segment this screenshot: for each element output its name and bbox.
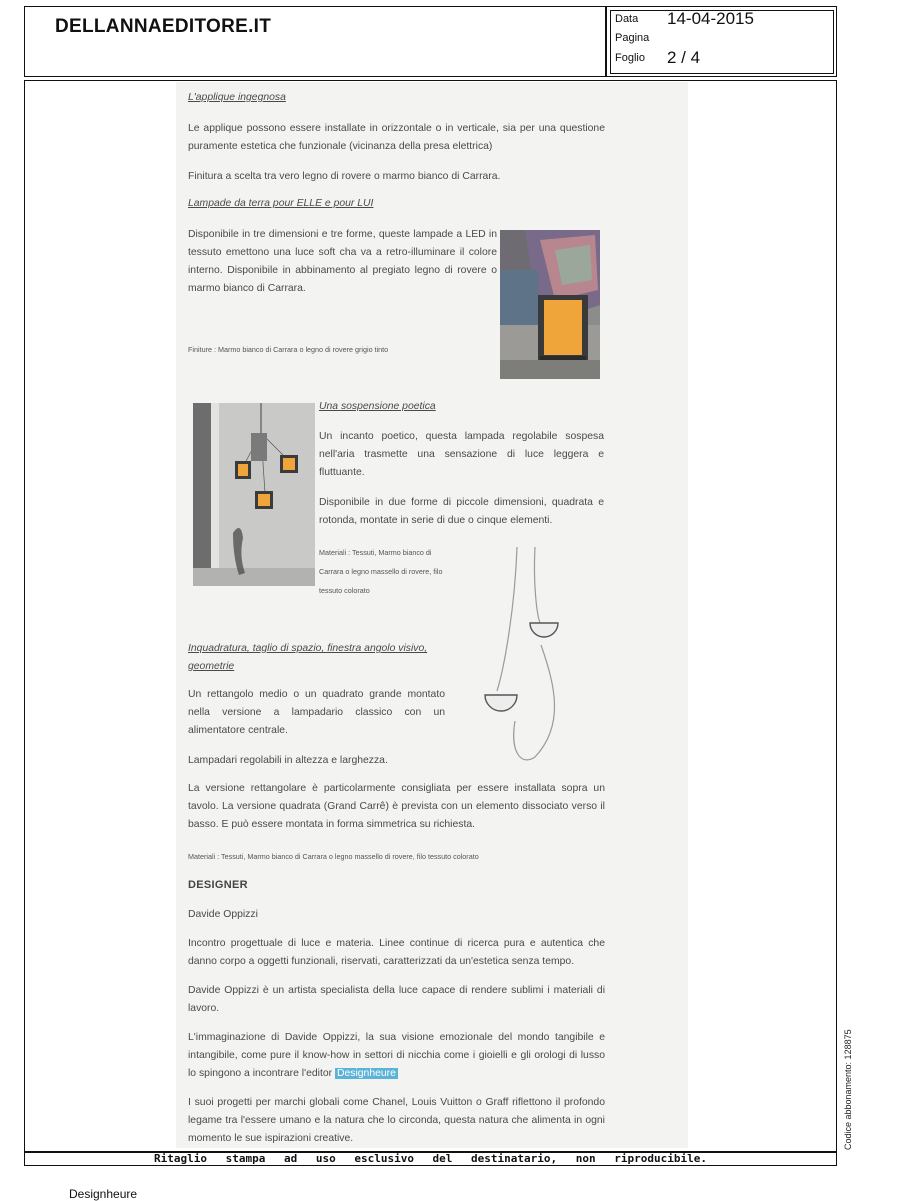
designer-paragraph-1: Incontro progettuale di luce e materia. Linee continue di ricerca pura e autentica che danno corpo a oggetti funzionali, riservati, caratterizzati da un'estetica senza tempo. (188, 938, 605, 967)
pendant-note: Materiali : Tessuti, Marmo bianco di Carrara o legno massello di rovere, filo tessuto colorato (319, 548, 443, 595)
pendant-lamp-photo (193, 403, 315, 586)
pendant-paragraph-1: Un incanto poetico, questa lampada regolabile sospesa nell'aria trasmette una sensazione di luce leggera e fluttuante. (319, 431, 604, 478)
frame-paragraph-1: Un rettangolo medio o un quadrato grande montato nella versione a lampadario classico con un alimentatore centrale. (188, 689, 445, 736)
floor-lamps-paragraph: Disponibile in tre dimensioni e tre forme, queste lampade a LED in tessuto emettono una luce soft cha va a retro-illuminare il colore interno. Disponibile in abbinamento al pregiato legno di rovere o marmo bianco di Carrara. (188, 229, 497, 294)
frame-paragraph-2: Lampadari regolabili in altezza e larghezza. (188, 755, 388, 766)
frame-note: Materiali : Tessuti, Marmo bianco di Carrara o legno massello di rovere, filo tessuto colorato (188, 852, 479, 861)
designer-name: Davide Oppizzi (188, 909, 258, 920)
pendant-paragraph-2: Disponibile in due forme di piccole dimensioni, quadrata e rotonda, montate in serie di due o cinque elementi. (319, 497, 604, 526)
section-heading-pendant: Una sospensione poetica (319, 401, 436, 412)
foglio-value: 2 / 4 (667, 48, 701, 67)
data-value: 14-04-2015 (667, 9, 754, 28)
floor-lamps-note: Finiture : Marmo bianco di Carrara o legno di rovere grigio tinto (188, 345, 389, 354)
site-title: DELLANNAEDITORE.IT (55, 16, 272, 37)
header-divider (605, 6, 607, 77)
designer-paragraph-3-text: L'immaginazione di Davide Oppizzi, la sua visione emozionale del mondo tangibile e intangibile, come pure il know-how in settori di nicchia come i gioielli e gli orologi di lusso lo spingono a incontrare l'editor (188, 1032, 605, 1079)
suspension-lamp-drawing (475, 545, 590, 767)
footer-disclaimer: Ritaglio stampa ad uso esclusivo del destinatario, non riproducibile. (154, 1152, 707, 1165)
section-heading-frame: Inquadratura, taglio di spazio, finestra angolo visivo, geometrie (188, 643, 428, 672)
subscription-code: Codice abbonamento: 128875 (843, 1029, 853, 1150)
applique-finish: Finitura a scelta tra vero legno di rovere o marmo bianco di Carrara. (188, 171, 501, 182)
pagina-label: Pagina (615, 32, 650, 44)
designheure-link[interactable]: Designheure (336, 1068, 396, 1079)
section-heading-floor-lamps: Lampade da terra pour ELLE e pour LUI (188, 198, 374, 209)
section-heading-applique: L'applique ingegnosa (188, 92, 286, 103)
applique-paragraph: Le applique possono essere installate in orizzontale o in verticale, sia per una questione puramente estetica che funzionale (vicinanza della presa elettrica) (188, 123, 605, 152)
designer-paragraph-3 (188, 1029, 605, 1083)
publication-brand: Designheure (69, 1187, 138, 1201)
designer-paragraph-4: I suoi progetti per marchi globali come Chanel, Louis Vuitton o Graff riflettono il profondo legame tra l'essere umano e la natura che lo circonda, questa natura che alimenta in ogni momento le sue ispirazioni creative. (188, 1097, 605, 1144)
frame-paragraph-3: La versione rettangolare è particolarmente consigliata per essere installata sopra un tavolo. La versione quadrata (Grand Carrê) è prevista con un elemento dissociato verso il basso. E può essere montata in forma simmetrica su richiesta. (188, 783, 605, 830)
floor-lamp-photo (500, 230, 600, 379)
data-label: Data (615, 13, 639, 25)
designer-paragraph-2: Davide Oppizzi è un artista specialista della luce capace di rendere sublimi i materiali di lavoro. (188, 985, 605, 1014)
foglio-label: Foglio (615, 52, 645, 64)
designer-heading: DESIGNER (188, 879, 248, 891)
